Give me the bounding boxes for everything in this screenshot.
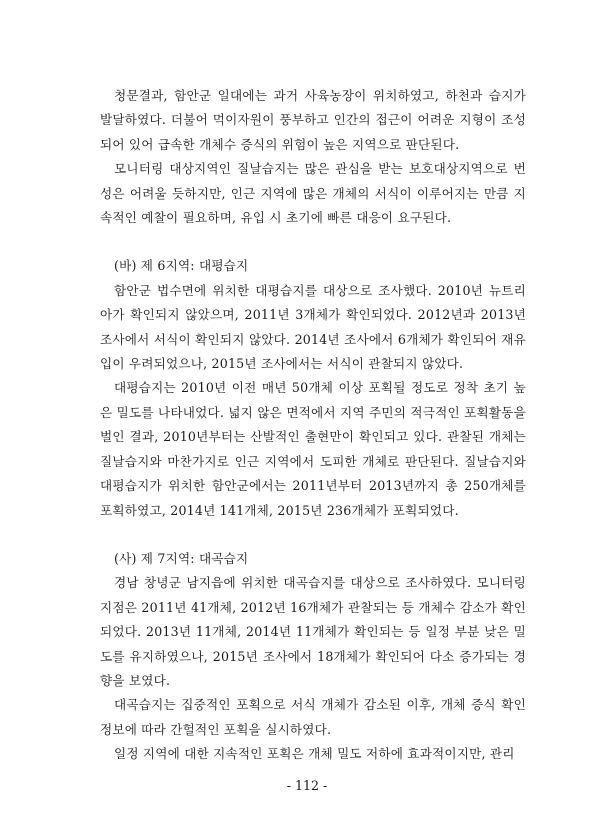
- page-number: - 112 -: [286, 778, 328, 793]
- paragraph-daepyeong-density: 대평습지는 2010년 이전 매년 50개체 이상 포획될 정도로 정착 초기 높은 밀도를 나타내었다. 넓지 않은 면적에서 지역 주민의 적극적인 포획활동을 벌인 결과, 2010년부터는 산발적인 출현만이 확인되고 있다. 관찰된 개체는 질날습지와 마찬가지로 인근 지역에서 도피한 개체로 판단된다. 질날습지와 대평습지가 위치한 함안군에서는 2011년부터 2013년까지 총 250개체를 포획하였고, 2014년 141개체, 2015년 236개체가 포획되었다.: [100, 380, 526, 518]
- paragraph-continuous-capture: 일정 지역에 대한 지속적인 포획은 개체 밀도 저하에 효과적이지만, 관리: [114, 746, 515, 762]
- section-heading-region-7: (사) 제 7지역: 대곡습지: [114, 550, 249, 566]
- section-heading-region-6: (바) 제 6지역: 대평습지: [114, 258, 249, 274]
- body-text: [100, 84, 526, 767]
- paragraph-jilnal-wetland: 모니터링 대상지역인 질날습지는 많은 관심을 받는 보호대상지역으로 번성은 어려울 듯하지만, 인근 지역에 많은 개체의 서식이 이루어지는 만큼 지속적인 예찰이 필요하며, 유입 시 초기에 빠른 대응이 요구된다.: [100, 161, 526, 226]
- paragraph-daegok-capture: 대곡습지는 집중적인 포획으로 서식 개체가 감소된 이후, 개체 증식 확인 정보에 따라 간헐적인 포획을 실시하였다.: [100, 697, 526, 737]
- paragraph-hearing-results: 청문결과, 함안군 일대에는 과거 사육농장이 위치하였고, 하천과 습지가 발달하였다. 더불어 먹이자원이 풍부하고 인간의 접근이 어려운 지형이 조성되어 있어 급속한 개체수 증식의 위험이 높은 지역으로 판단된다.: [100, 88, 526, 152]
- paragraph-daepyeong-survey: 함안군 법수면에 위치한 대평습지를 대상으로 조사했다. 2010년 뉴트리아가 확인되지 않았으며, 2011년 3개체가 확인되었다. 2012년과 2013년 조사에서 서식이 확인되지 않았다. 2014년 조사에서 6개체가 확인되어 재유입이 우려되었으나, 2015년 조사에서는 서식이 관찰되지 않았다.: [100, 282, 526, 372]
- paragraph-daegok-survey: 경남 창녕군 남지읍에 위치한 대곡습지를 대상으로 조사하였다. 모니터링 지점은 2011년 41개체, 2012년 16개체가 관찰되는 등 개체수 감소가 확인되었다. 2013년 11개체, 2014년 11개체가 확인되는 등 일정 부분 낮은 밀도를 유지하였으나, 2015년 조사에서 18개체가 확인되어 다소 증가되는 경향을 보였다.: [100, 575, 526, 688]
